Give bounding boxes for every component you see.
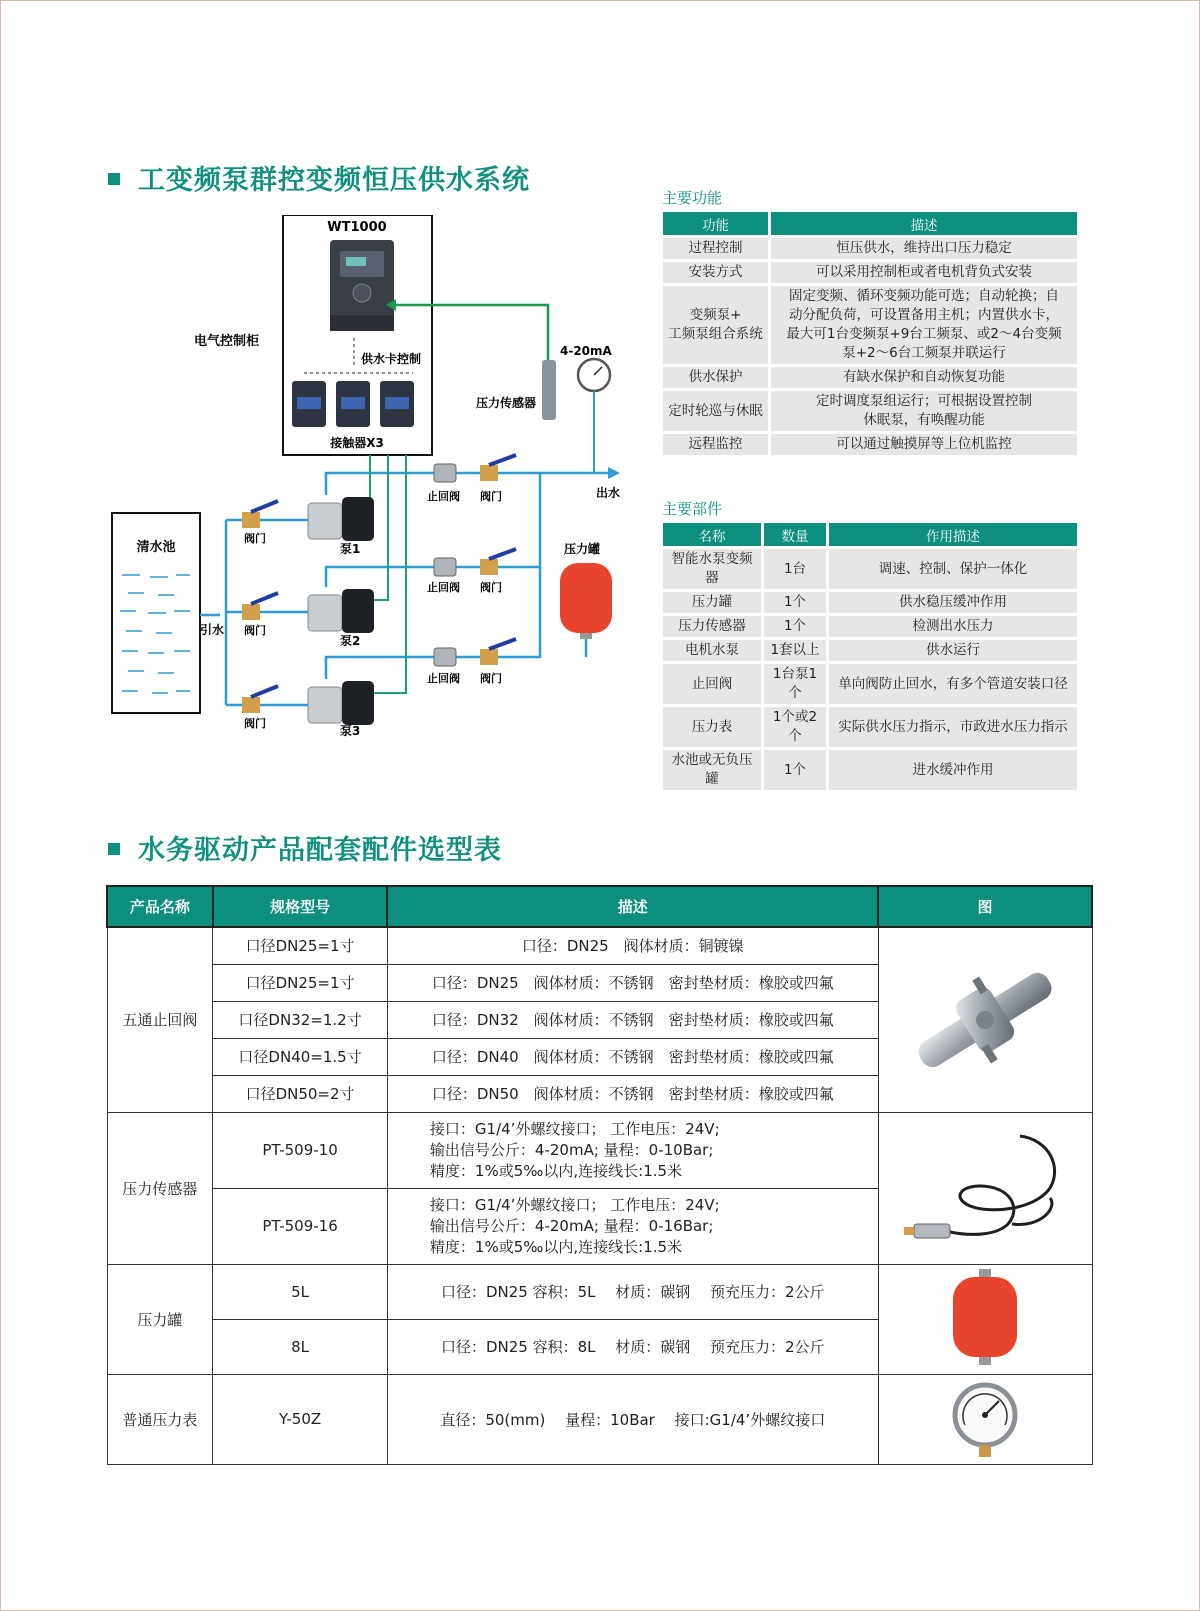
contactor-icon: [292, 381, 414, 427]
functions-header-function: 功能: [663, 212, 768, 235]
spec-cell: 5L: [213, 1264, 388, 1319]
component-role-cell: 实际供水压力指示，市政进水压力指示: [829, 707, 1077, 747]
pressure-gauge-icon: [945, 1379, 1025, 1459]
spec-cell: 口径DN25=1寸: [213, 927, 388, 964]
components-row: [663, 750, 1077, 790]
valve-label-2: 阀门: [244, 624, 266, 637]
functions-row: [663, 238, 1077, 259]
header-spec-model: 规格型号: [213, 886, 388, 927]
section-title: [108, 158, 530, 197]
pump3-label: 泵3: [340, 724, 361, 738]
arrow-right-icon: [608, 467, 620, 479]
card-label: 供水卡控制: [361, 352, 422, 366]
component-quantity-cell: 1个: [764, 592, 826, 613]
section-title-2-text: 水务驱动产品配套配件选型表: [138, 835, 502, 866]
component-name-cell: 压力传感器: [663, 616, 761, 637]
pressure-tank-image: [878, 1264, 1092, 1374]
component-quantity-cell: 1套以上: [764, 640, 826, 661]
check-valve-label-1: 止回阀: [427, 490, 460, 503]
cabinet-label: 电气控制柜: [194, 334, 260, 349]
spec-cell: 8L: [213, 1319, 388, 1374]
header-image: 图: [878, 886, 1092, 927]
component-quantity-cell: 1台泵1个: [764, 664, 826, 704]
components-header-name: 名称: [663, 523, 761, 546]
components-header-quantity: 数量: [764, 523, 826, 546]
desc-cell: 口径：DN25 阀体材质：不锈钢 密封垫材质：橡胶或四氟: [387, 964, 878, 1001]
product-name-pressure-sensor: 压力传感器: [107, 1112, 213, 1264]
component-quantity-cell: 1个或2个: [764, 707, 826, 747]
inlet-label: 引水: [200, 623, 225, 637]
pressure-tank-icon: [945, 1269, 1025, 1369]
components-title: 主要部件: [662, 500, 723, 518]
function-desc-cell: 恒压供水，维持出口压力稳定: [771, 238, 1077, 259]
section-title-2: [108, 828, 502, 867]
square-bullet-icon: [108, 173, 120, 185]
component-name-cell: 止回阀: [663, 664, 761, 704]
pressure-sensor-icon: [542, 360, 556, 420]
spec-cell: PT-509-10: [213, 1112, 388, 1188]
check-valve-image: [878, 927, 1092, 1112]
pressure-sensor-cable-icon: [900, 1128, 1070, 1248]
components-row: [663, 616, 1077, 637]
check-valve-label-2: 止回阀: [427, 581, 460, 594]
component-role-cell: 供水运行: [829, 640, 1077, 661]
functions-row: [663, 262, 1077, 283]
desc-cell: 口径：DN25 容积：5L 材质：碳钢 预充压力：2公斤: [387, 1264, 878, 1319]
signal-label: 4-20mA: [560, 344, 612, 358]
header-product-name: 产品名称: [107, 886, 213, 927]
functions-row: [663, 391, 1077, 431]
component-role-cell: 单向阀防止回水，有多个管道安装口径: [829, 664, 1077, 704]
outlet-label: 出水: [596, 486, 621, 500]
desc-cell: 口径：DN50 阀体材质：不锈钢 密封垫材质：橡胶或四氟: [387, 1075, 878, 1112]
component-quantity-cell: 1个: [764, 616, 826, 637]
spec-cell: 口径DN32=1.2寸: [213, 1001, 388, 1038]
function-desc-cell: 固定变频、循环变频功能可选；自动轮换；自 动分配负荷，可设置备用主机；内置供水卡， 最大可1台变频泵+9台工频泵、或2～4台变频 泵+2～6台工频泵并联运行: [771, 286, 1077, 364]
spec-cell: 口径DN25=1寸: [213, 964, 388, 1001]
sensor-label: 压力传感器: [476, 396, 537, 410]
component-name-cell: 压力罐: [663, 592, 761, 613]
desc-cell: 接口：G1/4’外螺纹接口； 工作电压：24V; 输出信号公斤：4-20mA; 量程：0-10Bar; 精度：1%或5‰以内,连接线长:1.5米: [387, 1112, 878, 1188]
component-role-cell: 进水缓冲作用: [829, 750, 1077, 790]
controller-model: WT1000: [327, 220, 387, 235]
product-name-pressure-gauge: 普通压力表: [107, 1374, 213, 1464]
function-name-cell: 安装方式: [663, 262, 768, 283]
function-name-cell: 远程监控: [663, 434, 768, 455]
square-bullet-icon: [108, 843, 120, 855]
components-table: [660, 520, 1080, 793]
contactor-label: 接触器X3: [330, 436, 384, 450]
function-desc-cell: 有缺水保护和自动恢复功能: [771, 367, 1077, 388]
function-desc-cell: 可以通过触摸屏等上位机监控: [771, 434, 1077, 455]
pump1-label: 泵1: [340, 542, 361, 556]
discharge-valve-icon: [480, 455, 516, 665]
functions-row: [663, 367, 1077, 388]
pressure-sensor-image: [878, 1112, 1092, 1264]
components-row: [663, 664, 1077, 704]
water-supply-diagram: [108, 215, 638, 755]
function-desc-cell: 定时调度泵组运行；可根据设置控制 休眠泵，有唤醒功能: [771, 391, 1077, 431]
discharge-valve-label-1: 阀门: [480, 490, 502, 503]
functions-title: 主要功能: [662, 189, 723, 207]
component-name-cell: 压力表: [663, 707, 761, 747]
components-row: [663, 592, 1077, 613]
desc-cell: 口径：DN25 阀体材质：铜镀镍: [387, 927, 878, 964]
pump-icon: [308, 497, 374, 725]
component-quantity-cell: 1个: [764, 750, 826, 790]
spec-cell: 口径DN40=1.5寸: [213, 1038, 388, 1075]
section-title-text: 工变频泵群控变频恒压供水系统: [138, 165, 530, 196]
components-header-role: 作用描述: [829, 523, 1077, 546]
functions-header-description: 描述: [771, 212, 1077, 235]
check-valve-label-3: 止回阀: [427, 672, 460, 685]
desc-cell: 口径：DN25 容积：8L 材质：碳钢 预充压力：2公斤: [387, 1319, 878, 1374]
discharge-valve-label-3: 阀门: [480, 672, 502, 685]
discharge-valve-label-2: 阀门: [480, 581, 502, 594]
spec-cell: Y-50Z: [213, 1374, 388, 1464]
product-name-check-valve: 五通止回阀: [107, 927, 213, 1112]
function-name-cell: 定时轮巡与休眠: [663, 391, 768, 431]
functions-row: [663, 434, 1077, 455]
desc-cell: 口径：DN32 阀体材质：不锈钢 密封垫材质：橡胶或四氟: [387, 1001, 878, 1038]
component-name-cell: 电机水泵: [663, 640, 761, 661]
desc-cell: 口径：DN40 阀体材质：不锈钢 密封垫材质：橡胶或四氟: [387, 1038, 878, 1075]
header-description: 描述: [387, 886, 878, 927]
component-role-cell: 检测出水压力: [829, 616, 1077, 637]
selection-table: [106, 885, 1093, 1465]
components-row: [663, 707, 1077, 747]
pressure-gauge-image: [878, 1374, 1092, 1464]
valve-label-3: 阀门: [244, 717, 266, 730]
components-row: [663, 549, 1077, 589]
function-name-cell: 变频泵+ 工频泵组合系统: [663, 286, 768, 364]
component-name-cell: 智能水泵变频器: [663, 549, 761, 589]
inverter-icon: [330, 240, 394, 331]
desc-cell: 直径：50(mm) 量程：10Bar 接口:G1/4’外螺纹接口: [387, 1374, 878, 1464]
five-way-check-valve-icon: [905, 950, 1065, 1090]
function-name-cell: 供水保护: [663, 367, 768, 388]
components-row: [663, 640, 1077, 661]
component-quantity-cell: 1台: [764, 549, 826, 589]
pressure-tank-icon: [560, 563, 612, 639]
spec-cell: 口径DN50=2寸: [213, 1075, 388, 1112]
desc-cell: 接口：G1/4’外螺纹接口； 工作电压：24V; 输出信号公斤：4-20mA; 量程：0-16Bar; 精度：1%或5‰以内,连接线长:1.5米: [387, 1188, 878, 1264]
functions-table: [660, 209, 1080, 458]
pool-label: 清水池: [136, 540, 176, 555]
valve-label-1: 阀门: [244, 532, 266, 545]
function-name-cell: 过程控制: [663, 238, 768, 259]
tank-label: 压力罐: [564, 542, 601, 556]
component-name-cell: 水池或无负压罐: [663, 750, 761, 790]
function-desc-cell: 可以采用控制柜或者电机背负式安装: [771, 262, 1077, 283]
component-role-cell: 调速、控制、保护一体化: [829, 549, 1077, 589]
functions-row: [663, 286, 1077, 364]
component-role-cell: 供水稳压缓冲作用: [829, 592, 1077, 613]
pump2-label: 泵2: [340, 634, 361, 648]
spec-cell: PT-509-16: [213, 1188, 388, 1264]
product-name-pressure-tank: 压力罐: [107, 1264, 213, 1374]
